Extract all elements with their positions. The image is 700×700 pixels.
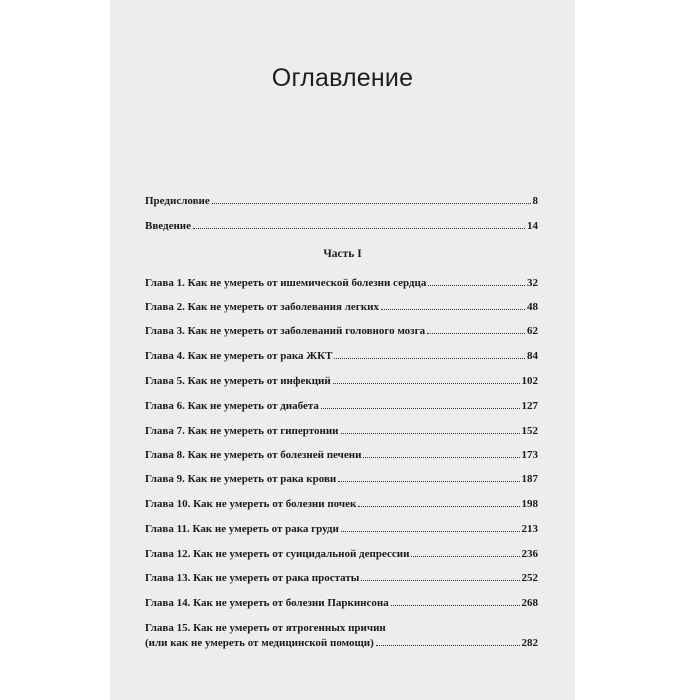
toc-entry-title: Глава 1. Как не умереть от ишемической болезни сердца bbox=[145, 277, 427, 289]
toc-entry-chapter-12 bbox=[145, 548, 538, 564]
toc-entry-title: Глава 3. Как не умереть от заболеваний головного мозга bbox=[145, 325, 426, 337]
toc-entry-page: 14 bbox=[527, 220, 538, 232]
toc-entry-title: Глава 12. Как не умереть от суицидальной депрессии bbox=[145, 548, 410, 560]
toc-entry-page: 268 bbox=[521, 597, 538, 609]
dot-leader bbox=[341, 531, 520, 532]
toc-entry-title: Введение bbox=[145, 220, 192, 232]
toc-entry-chapter-14 bbox=[145, 597, 538, 613]
toc-entry-page: 282 bbox=[521, 637, 538, 649]
dot-leader bbox=[334, 358, 525, 359]
dot-leader bbox=[361, 580, 519, 581]
toc-entry-chapter-9 bbox=[145, 473, 538, 489]
dot-leader bbox=[341, 433, 520, 434]
toc-entry-chapter-15 bbox=[145, 622, 538, 653]
toc-entry-chapter-7 bbox=[145, 425, 538, 441]
toc-entry-title: Глава 9. Как не умереть от рака крови bbox=[145, 473, 337, 485]
toc-entry-page: 198 bbox=[521, 498, 538, 510]
toc-entry-page: 62 bbox=[527, 325, 538, 337]
toc-entry-foreword bbox=[145, 195, 538, 211]
toc-entry-title: Глава 2. Как не умереть от заболевания легких bbox=[145, 301, 379, 313]
dot-leader bbox=[381, 309, 525, 310]
toc-entry-chapter-6 bbox=[145, 400, 538, 416]
toc-entry-title: Глава 5. Как не умереть от инфекций bbox=[145, 375, 331, 387]
toc-entry-page: 152 bbox=[521, 425, 538, 437]
toc-entry-title: Глава 11. Как не умереть от рака груди bbox=[145, 523, 339, 535]
toc-entry-chapter-8 bbox=[145, 449, 538, 465]
dot-leader bbox=[333, 383, 520, 384]
dot-leader bbox=[338, 481, 519, 482]
toc-entry-chapter-11 bbox=[145, 523, 538, 539]
part-heading: Часть I bbox=[323, 248, 362, 260]
toc-entry-page: 48 bbox=[527, 301, 538, 313]
toc-entry-title-line2: (или как не умереть от медицинской помощи) bbox=[145, 637, 374, 649]
toc-entry-page: 8 bbox=[532, 195, 538, 207]
dot-leader bbox=[321, 408, 520, 409]
toc-entry-page: 236 bbox=[521, 548, 538, 560]
toc-entry-chapter-1 bbox=[145, 277, 538, 293]
dot-leader bbox=[363, 457, 519, 458]
toc-entry-title: Глава 8. Как не умереть от болезней печени bbox=[145, 449, 362, 461]
toc-entry-title: Глава 4. Как не умереть от рака ЖКТ bbox=[145, 350, 333, 362]
toc-entry-title: Глава 10. Как не умереть от болезни почек bbox=[145, 498, 357, 510]
toc-entry-title: Глава 7. Как не умереть от гипертонии bbox=[145, 425, 339, 437]
toc-entry-page: 252 bbox=[521, 572, 538, 584]
dot-leader bbox=[391, 605, 520, 606]
toc-entry-chapter-13 bbox=[145, 572, 538, 588]
toc-entry-chapter-2 bbox=[145, 301, 538, 317]
page-title: Оглавление bbox=[271, 64, 414, 92]
toc-entry-page: 84 bbox=[527, 350, 538, 362]
dot-leader bbox=[358, 506, 519, 507]
toc-entry-page: 102 bbox=[521, 375, 538, 387]
toc-entry-page: 127 bbox=[521, 400, 538, 412]
toc-entry-chapter-3 bbox=[145, 325, 538, 341]
toc-entry-chapter-4 bbox=[145, 350, 538, 366]
toc-entry-chapter-5 bbox=[145, 375, 538, 391]
toc-entry-introduction bbox=[145, 220, 538, 236]
toc-entry-page: 213 bbox=[521, 523, 538, 535]
toc-entry-page: 187 bbox=[521, 473, 538, 485]
toc-entry-title: Глава 6. Как не умереть от диабета bbox=[145, 400, 319, 412]
toc-entry-page: 173 bbox=[521, 449, 538, 461]
book-page bbox=[110, 0, 575, 700]
dot-leader bbox=[212, 203, 531, 204]
toc-entry-chapter-10 bbox=[145, 498, 538, 514]
toc-entry-title: Глава 13. Как не умереть от рака простаты bbox=[145, 572, 360, 584]
dot-leader bbox=[411, 556, 519, 557]
toc-entry-title: Предисловие bbox=[145, 195, 210, 207]
dot-leader bbox=[427, 333, 525, 334]
dot-leader bbox=[193, 228, 525, 229]
dot-leader bbox=[376, 645, 520, 646]
toc-entry-title: Глава 14. Как не умереть от болезни Паркинсона bbox=[145, 597, 389, 609]
toc-entry-title-line1: Глава 15. Как не умереть от ятрогенных причин bbox=[145, 622, 386, 634]
toc-entry-page: 32 bbox=[527, 277, 538, 289]
dot-leader bbox=[428, 285, 525, 286]
toc-entry-title-line2-row bbox=[145, 637, 538, 653]
